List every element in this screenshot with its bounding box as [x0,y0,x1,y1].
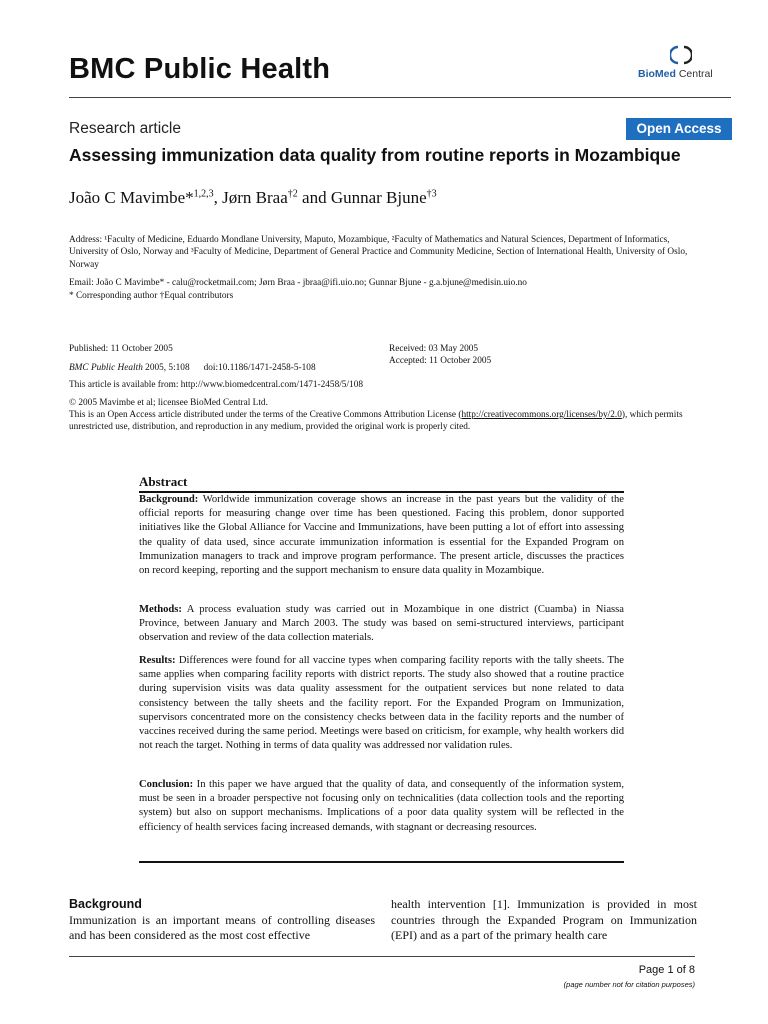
abstract-bottom-rule [139,861,624,863]
author-name: Gunnar Bjune [330,188,427,207]
abstract-methods-text: A process evaluation study was carried out in Mozambique in one district (Cuamba) in Niassa Province, between January and March 2003. The study was based on semi-structured interviews, participant observation and review of the data collection materials. [139,604,624,644]
author-name: João C Mavimbe* [69,188,194,207]
author-affiliation: 1,2,3 [193,188,214,200]
abstract-results-text: Differences were found for all vaccine types when comparing facility reports with the tally sheets. The same applies when comparing facility reports with district reports. The study also showed that a routine practice during supervision visits was data quality assessment for the outpatient services but none related to data consistency between the tally sheets and the facility report. For the Expanded Program on Immunization, supervisors concentrated more on the consistency checks between data in the facility reports and the number of vaccines received during the same period. Meetings were based on criticism, for example, why health workers did not reach the target. Nothing in terms of data quality was addressed nor validation rules. [139,655,624,752]
citation [69,362,316,374]
license-link[interactable]: http://creativecommons.org/licenses/by/2.0 [461,410,622,420]
author-separator: and [297,188,331,207]
logo-bold-text: BioMed [638,68,676,80]
author-address: Address: ¹Faculty of Medicine, Eduardo Mondlane University, Maputo, Mozambique, ²Faculty of Mathematics and Natural Sciences, Department of Informatics, University of Oslo, Norway and ³Faculty of Medicine, Department of General Practice and Community Medicine, Section of International Health, University of Oslo, Norway [69,235,688,270]
abstract-conclusion-label: Conclusion: [139,779,194,790]
open-access-badge: Open Access [626,118,732,140]
citation-volume: 2005, 5:108 [142,363,190,373]
author-emails: Email: João C Mavimbe* - calu@rocketmail.com; Jørn Braa - jbraa@ifi.uio.no; Gunnar Bjune - g.a.bjune@medisin.uio.no [69,278,527,288]
abstract-results-label: Results: [139,655,176,666]
copyright-line: © 2005 Mavimbe et al; licensee BioMed Central Ltd. [69,398,268,408]
page-number: Page 1 of 8 [638,964,695,976]
citation-journal: BMC Public Health [69,363,143,373]
author-separator: , [213,188,223,207]
section-heading-background: Background [69,897,142,911]
abstract-background [139,493,624,578]
author-affiliation: †3 [426,188,437,200]
license-text-pre: This is an Open Access article distributed under the terms of the Creative Commons Attribution License ( [69,410,462,420]
body-paragraph: health intervention [1]. Immunization is provided in most countries through the Expanded Program on Immunization (EPI) and as a part of the primary health care [391,897,697,943]
article-type: Research article [69,120,181,137]
body-column-right [391,897,697,944]
abstract-heading: Abstract [139,474,188,489]
doi: doi:10.1186/1471-2458-5-108 [203,363,316,373]
author-affiliation: †2 [287,188,298,200]
page-number-note: (page number not for citation purposes) [563,980,695,989]
author-list [69,188,437,208]
corresponding-author-note: * Corresponding author †Equal contributors [69,291,234,301]
journal-title: BMC Public Health [69,53,331,85]
body-paragraph: Immunization is an important means of controlling diseases and has been considered as the most cost effective [69,912,375,943]
license-text-post: ), which permits unrestricted use, distribution, and reproduction in any medium, provided the original work is properly cited. [69,410,683,433]
published-date: Published: 11 October 2005 [69,344,173,354]
biomed-central-mark-icon [670,44,692,66]
abstract-conclusion [139,778,624,835]
abstract-results [139,654,624,753]
abstract-background-label: Background: [139,494,199,505]
author-name: Jørn Braa [222,188,288,207]
biomed-central-logo [638,44,728,84]
license-text [69,409,709,434]
footer-rule [69,956,695,957]
abstract-methods [139,603,624,646]
article-url[interactable]: This article is available from: http://www.biomedcentral.com/1471-2458/5/108 [69,380,363,390]
abstract-methods-label: Methods: [139,604,182,615]
body-column-left [69,897,375,944]
abstract-background-text: Worldwide immunization coverage shows an increase in the past years but the validity of the official reports for measuring change over time has been questioned. Facing this problem, donor supported initiatives like the Global Alliance for Vaccine and Immunizations, have been putting a lot of effort into assessing the quality of data used, since accurate immunization information is essential for the Expanded Program on Immunization managers to track and improve program performance. The present article, discusses the practices on record keeping, reporting and the support mechanism to ensure data quality in Mozambique. [139,494,624,577]
header-rule [69,97,731,98]
logo-rest-text: Central [675,68,713,80]
abstract-conclusion-text: In this paper we have argued that the quality of data, and consequently of the information system, must be seen in a broader perspective not focusing only on technicalities (data collection tools and the reporting system) but also on support mechanisms. Implications of a poor data quality system will be reflected in the efficiency of health services facing increased demands, with stagnant or decreasing resources. [139,779,624,833]
received-date: Received: 03 May 2005 [389,344,479,354]
accepted-date: Accepted: 11 October 2005 [389,356,492,366]
article-title: Assessing immunization data quality from routine reports in Mozambique [69,145,681,165]
